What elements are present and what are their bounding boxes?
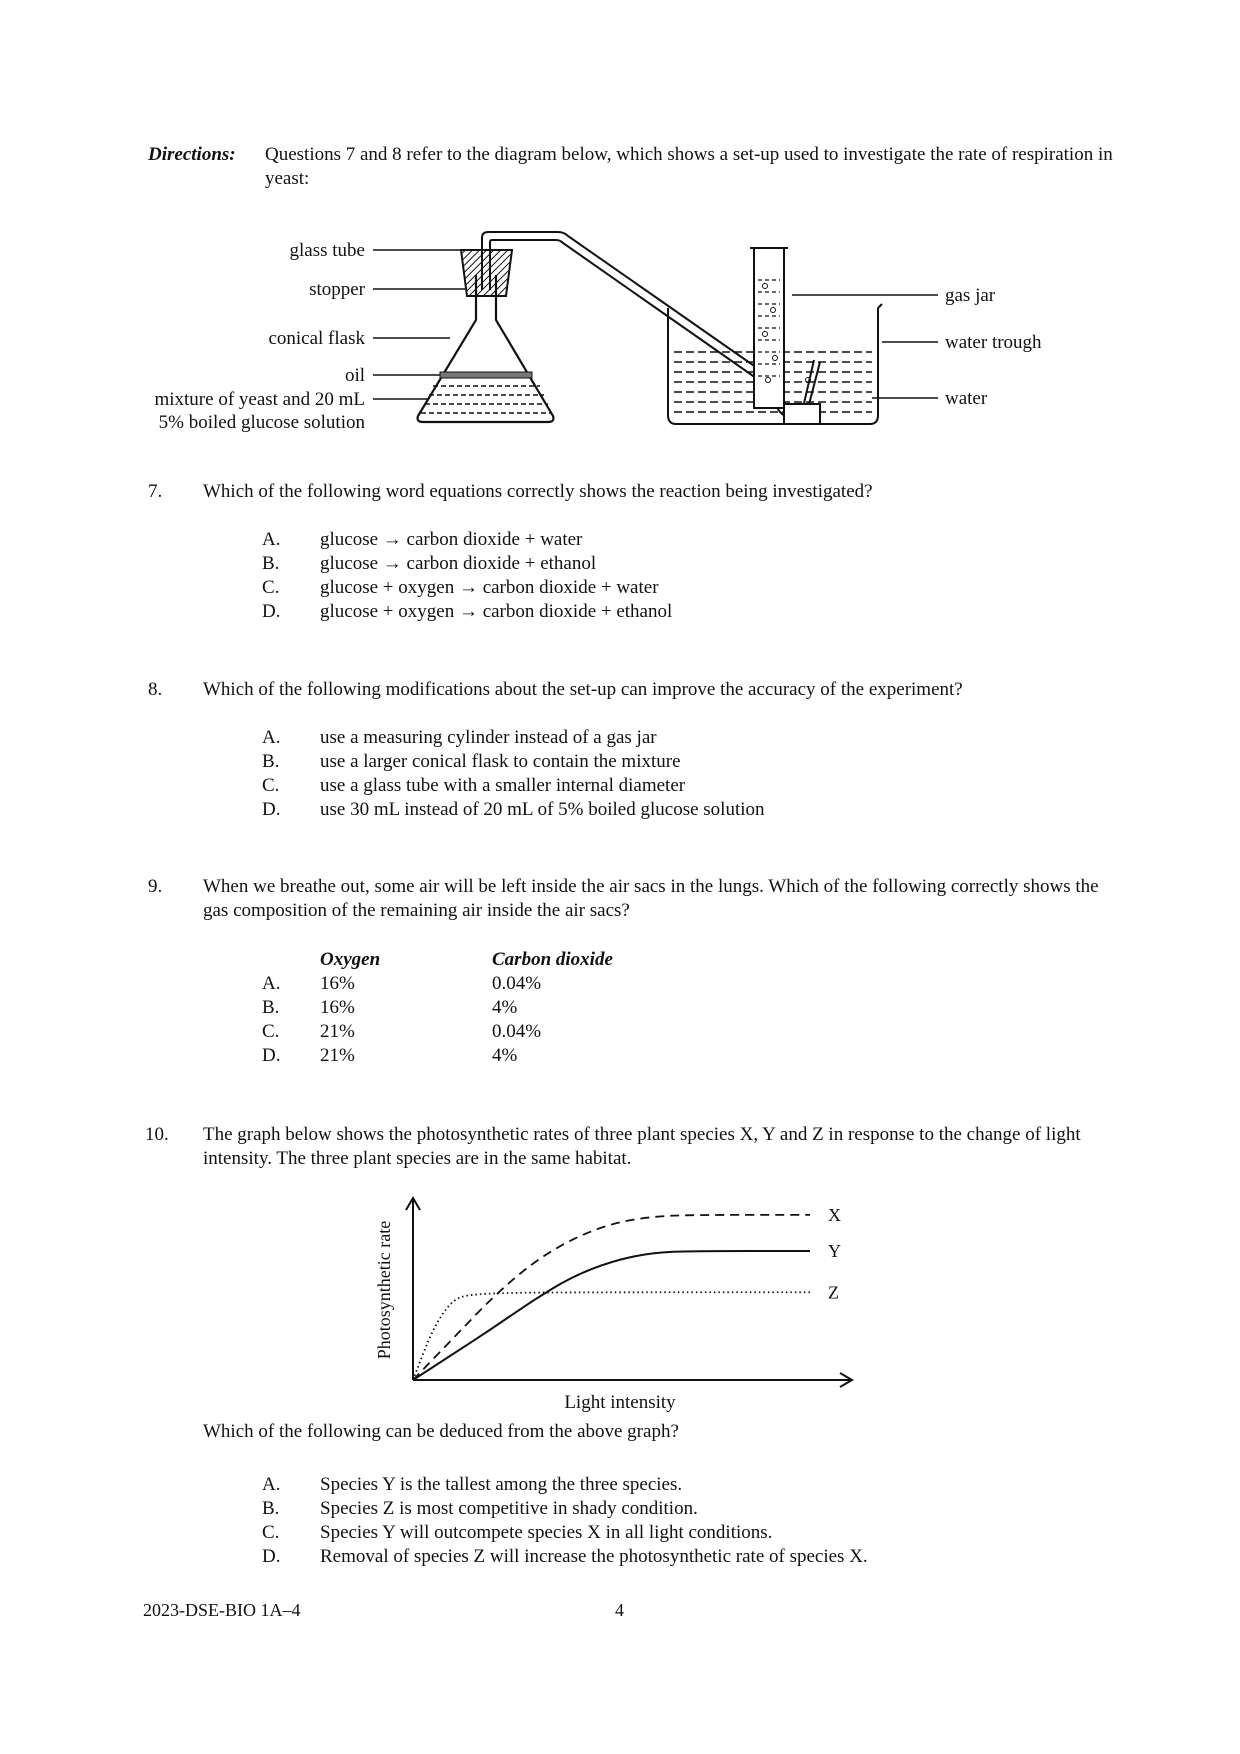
q9-stem: When we breathe out, some air will be left inside the air sacs in the lungs. Which of the following correctly shows the gas composition of the remaining air inside the air sacs? (203, 876, 1099, 921)
label-mixture-line2: 5% boiled glucose solution (158, 412, 365, 433)
series-label-z: Z (828, 1282, 839, 1303)
label-glass-tube: glass tube (289, 240, 365, 261)
footer-page-number: 4 (615, 1600, 624, 1620)
graph-series (413, 1215, 810, 1380)
q9-header-oxygen: Oxygen (320, 949, 381, 970)
series-line-y (413, 1251, 810, 1380)
respiration-setup-diagram (120, 220, 1070, 445)
q9-number: 9. (148, 876, 163, 897)
jar-support (784, 404, 820, 424)
y-axis-label: Photosynthetic rate (374, 1220, 394, 1360)
x-axis-label: Light intensity (564, 1392, 676, 1413)
label-stopper: stopper (309, 279, 365, 300)
directions-label: Directions: (148, 144, 236, 165)
photosynthesis-graph (370, 1190, 870, 1415)
series-line-z (413, 1292, 810, 1380)
label-water-trough: water trough (945, 332, 1042, 353)
stopper (461, 250, 512, 296)
q7-number: 7. (148, 481, 163, 502)
label-water: water (945, 388, 988, 409)
directions-text: Questions 7 and 8 refer to the diagram below, which shows a set-up used to investigate the rate of respiration in yeast: (265, 144, 1113, 189)
gas-jar (750, 248, 811, 408)
label-conical-flask: conical flask (268, 328, 365, 349)
q8-stem: Which of the following modifications about the set-up can improve the accuracy of the experiment? (203, 679, 963, 700)
q10-followup: Which of the following can be deduced from the above graph? (203, 1421, 679, 1442)
flask-outline (418, 275, 554, 422)
series-label-y: Y (828, 1241, 841, 1261)
label-oil: oil (344, 365, 365, 386)
oil-layer (440, 372, 532, 378)
footer-exam-code: 2023-DSE-BIO 1A–4 (143, 1600, 301, 1620)
q8-number: 8. (148, 679, 163, 700)
q9-header-co2: Carbon dioxide (492, 949, 613, 970)
label-mixture-line1: mixture of yeast and 20 mL (154, 389, 365, 410)
series-line-x (413, 1215, 810, 1380)
q10-number: 10. (145, 1124, 169, 1145)
q10-stem: The graph below shows the photosynthetic rates of three plant species X, Y and Z in response to the change of light intensity. The three plant species are in the same habitat. (203, 1124, 1081, 1169)
label-gas-jar: gas jar (945, 285, 996, 306)
q7-stem: Which of the following word equations correctly shows the reaction being investigated? (203, 481, 873, 502)
series-label-x: X (828, 1204, 841, 1225)
